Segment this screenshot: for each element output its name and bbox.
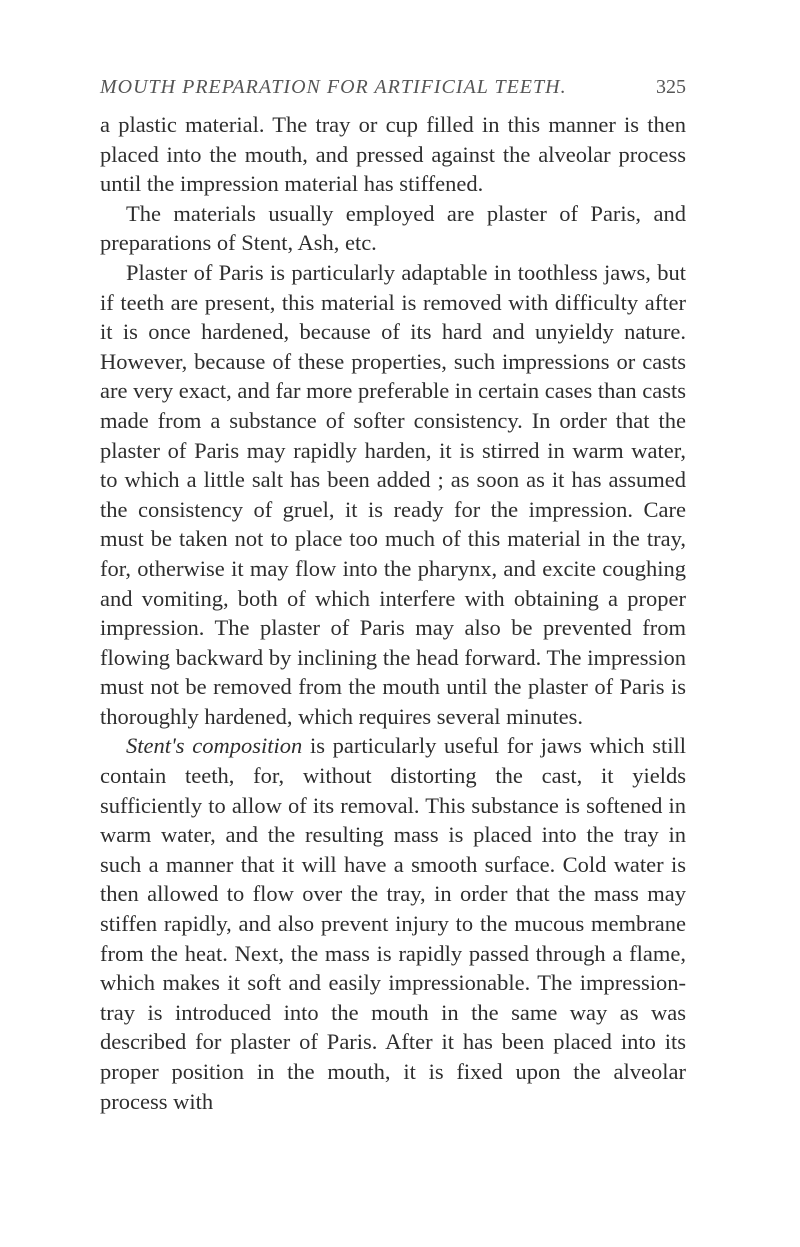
paragraph-continued: a plastic material. The tray or cup filled in this manner is then placed into the mouth, and pressed against the alveolar process until the impression material has stiffened. xyxy=(100,112,686,197)
paragraph-materials: The materials usually employed are plaster of Paris, and preparations of Stent, Ash, etc. xyxy=(100,200,686,256)
running-head xyxy=(100,74,686,100)
running-head-title: MOUTH PREPARATION FOR ARTIFICIAL TEETH. xyxy=(100,76,567,98)
stents-composition-text: is particularly useful for jaws which still contain teeth, for, without distorting the cast, it yields sufficiently to allow of its removal. This substance is softened in warm water, and the resulting mass is placed into the tray in such a manner that it will have a smooth surface. Cold water is then allowed to flow over the tray, in order that the mass may stiffen rapidly, and also prevent injury to the mucous membrane from the heat. Next, the mass is rapidly passed through a flame, which makes it soft and easily impressionable. The impression-tray is introduced into the mouth in the same way as was described for plaster of Paris. After it has been placed into its proper position in the mouth, it is fixed upon the alveolar process with xyxy=(100,733,686,1114)
stents-composition-term: Stent's composition xyxy=(126,733,303,759)
body-text xyxy=(100,110,686,1116)
paragraph-plaster-of-paris: Plaster of Paris is particularly adaptable in toothless jaws, but if teeth are present, this material is removed with difficulty after it is once hardened, because of its hard and unyieldy nature. However, because of these properties, such impressions or casts are very exact, and far more preferable in certain cases than casts made from a substance of softer consistency. In order that the plaster of Paris may rapidly harden, it is stirred in warm water, to which a little salt has been added ; as soon as it has assumed the consistency of gruel, it is ready for the impression. Care must be taken not to place too much of this material in the tray, for, otherwise it may flow into the pharynx, and excite coughing and vomiting, both of which interfere with obtaining a proper impression. The plaster of Paris may also be prevented from flowing backward by inclining the head forward. The impression must not be removed from the mouth until the plaster of Paris is thoroughly hardened, which requires several minutes. xyxy=(100,259,686,729)
page-number: 325 xyxy=(656,76,686,98)
paragraph-stents-composition xyxy=(100,731,686,1116)
